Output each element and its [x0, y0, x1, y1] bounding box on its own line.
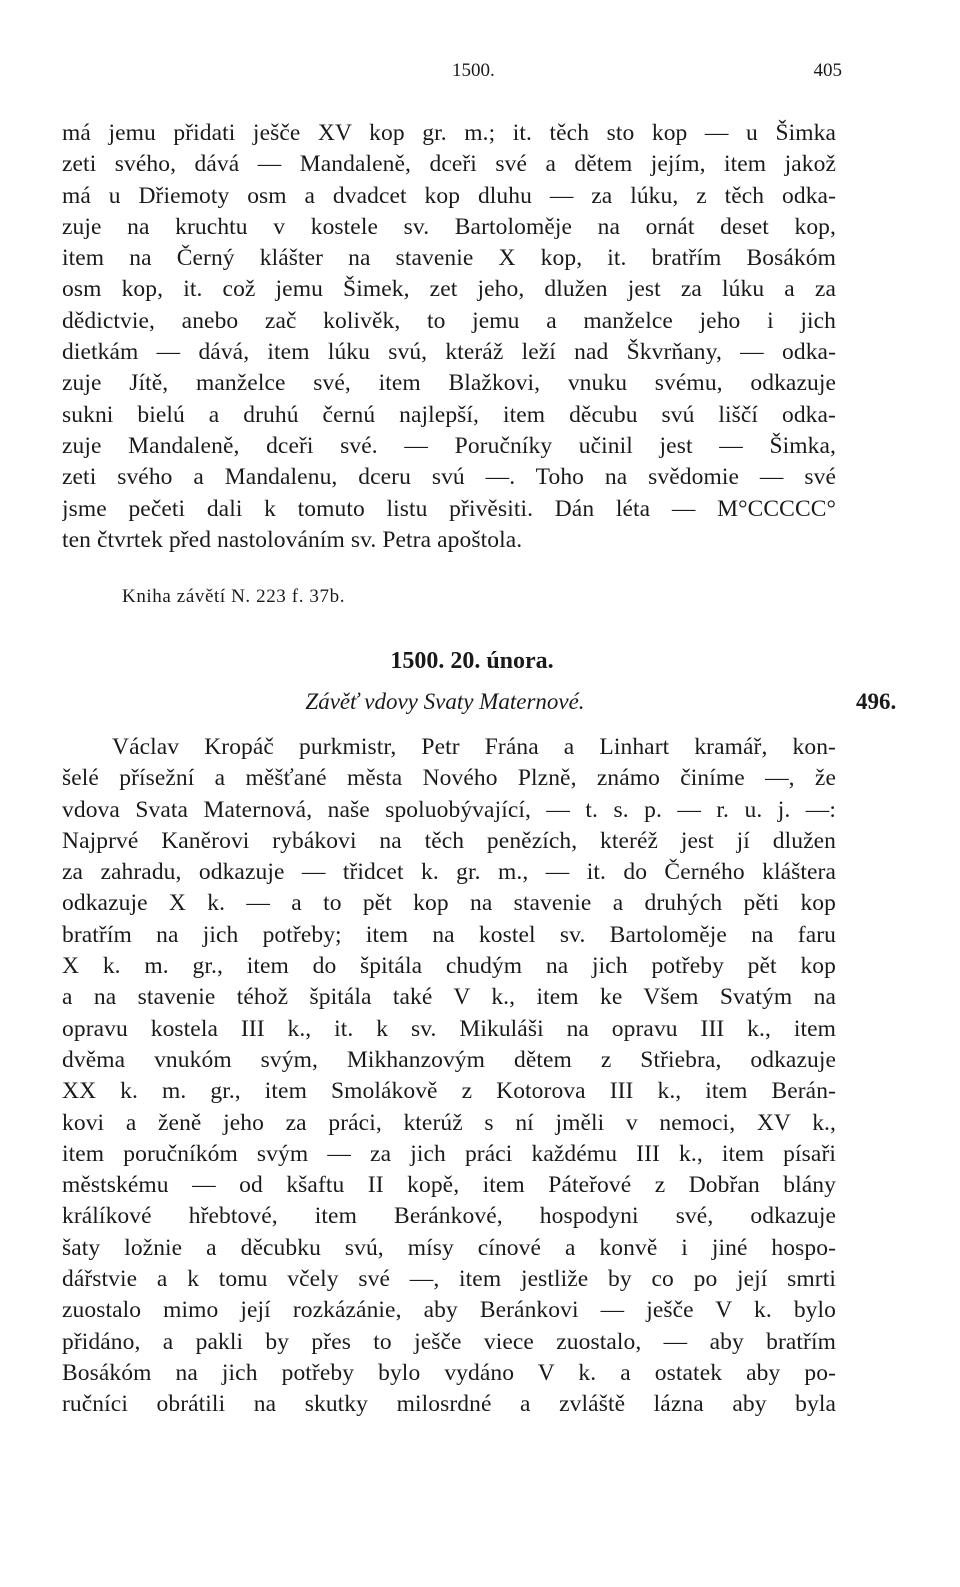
- text-line: opravu kostela III k., it. k sv. Mikuláši na opravu III k., item: [62, 1015, 836, 1042]
- text-line: ručníci obrátili na skutky milosrdné a zvláště lázna aby byla: [62, 1391, 836, 1418]
- text-line: dietkám — dává, item lúku svú, kteráž leží nad Škvrňany, — odka-: [62, 339, 836, 366]
- header-year: 1500.: [452, 60, 495, 81]
- text-line: Václav Kropáč purkmistr, Petr Frána a Linhart kramář, kon-: [112, 734, 836, 760]
- text-line: Bosákóm na jich potřeby bylo vydáno V k. a ostatek aby po-: [62, 1359, 836, 1386]
- text-line: zuostalo mimo její rozkázánie, aby Beránkovi — ješče V k. bylo: [62, 1297, 836, 1324]
- text-line: městskému — od kšaftu II kopě, item Páteřové z Dobřan blány: [62, 1172, 836, 1199]
- text-line: XX k. m. gr., item Smolákově z Kotorova III k., item Berán-: [62, 1078, 836, 1105]
- text-line: item na Černý klášter na stavenie X kop, it. bratřím Bosákóm: [62, 245, 836, 272]
- document-body-text: [62, 732, 836, 1421]
- text-line: sukni bielú a druhú černú najlepší, item děcubu svú liščí odka-: [62, 401, 836, 428]
- document-title: [0, 689, 960, 715]
- text-line: dědictvie, anebo zač kolivěk, to jemu a manželce jeho i jich: [62, 307, 836, 334]
- document-number: 496.: [856, 689, 897, 714]
- text-line: odkazuje X k. — a to pět kop na stavenie a druhých pěti kop: [62, 890, 836, 917]
- running-header: [0, 60, 960, 90]
- text-line: Najprvé Kaněrovi rybákovi na těch penězích, kteréž jest jí dlužen: [62, 827, 836, 854]
- text-line: zuje Jítě, manželce své, item Blažkovi, vnuku svému, odkazuje: [62, 370, 836, 397]
- text-line: osm kop, it. což jemu Šimek, zet jeho, dlužen jest za lúku a za: [62, 276, 836, 303]
- text-line: item poručníkóm svým — za jich práci každému III k., item písaři: [62, 1140, 836, 1167]
- date-heading-text: 1500. 20. února.: [390, 648, 554, 674]
- text-line: jsme pečeti dali k tomuto listu přivěsiti. Dán léta — M°CCCCC°: [62, 495, 836, 522]
- document-title-text: Závěť vdovy Svaty Maternové.: [305, 689, 585, 714]
- text-line: zuje na kruchtu v kostele sv. Bartoloměje na ornát deset kop,: [62, 213, 836, 240]
- text-line: zeti svého, dává — Mandaleně, dceři své a dětem jejím, item jakož: [62, 151, 836, 178]
- text-line: X k. m. gr., item do špitála chudým na jich potřeby pět kop: [62, 953, 836, 980]
- text-line: dvěma vnukóm svým, Mikhanzovým dětem z Střiebra, odkazuje: [62, 1046, 836, 1073]
- text-line: zuje Mandaleně, dceři své. — Poručníky učinil jest — Šimka,: [62, 432, 836, 459]
- text-line: a na stavenie téhož špitála také V k., item ke Všem Svatým na: [62, 984, 836, 1011]
- text-line: přidáno, a pakli by přes to ješče viece zuostalo, — aby bratřím: [62, 1328, 836, 1355]
- text-line: dářstvie a k tomu včely své —, item jestliže by co po její smrti: [62, 1266, 836, 1293]
- text-line: má u Dřiemoty osm a dvadcet kop dluhu — za lúku, z těch odka-: [62, 182, 836, 209]
- document-date-heading: [0, 648, 960, 675]
- text-line: šaty ložnie a děcubku svú, mísy cínové a konvě i jiné hospo-: [62, 1234, 836, 1261]
- text-line: za zahradu, odkazuje — třidcet k. gr. m., — it. do Černého kláštera: [62, 859, 836, 886]
- text-line: šelé přísežní a měšťané města Nového Plzně, známo činíme —, že: [62, 765, 836, 792]
- text-line: má jemu přidati ješče XV kop gr. m.; it. těch sto kop — u Šimka: [62, 120, 836, 146]
- text-line: zeti svého a Mandalenu, dceru svú —. Toho na svědomie — své: [62, 464, 836, 491]
- previous-document-text: [62, 118, 836, 556]
- text-line: králíkové hřebtové, item Beránkové, hospodyni své, odkazuje: [62, 1203, 836, 1230]
- text-line: vdova Svata Maternová, naše spoluobývající, — t. s. p. — r. u. j. —:: [62, 796, 836, 823]
- source-reference: Kniha závětí N. 223 f. 37b.: [122, 586, 346, 607]
- text-line: ten čtvrtek před nastolováním sv. Petra apoštola.: [62, 526, 523, 553]
- text-line: bratřím na jich potřeby; item na kostel sv. Bartoloměje na faru: [62, 921, 836, 948]
- text-line: kovi a ženě jeho za práci, kterúž s ní jměli v nemoci, XV k.,: [62, 1109, 836, 1136]
- page-number: 405: [813, 60, 842, 81]
